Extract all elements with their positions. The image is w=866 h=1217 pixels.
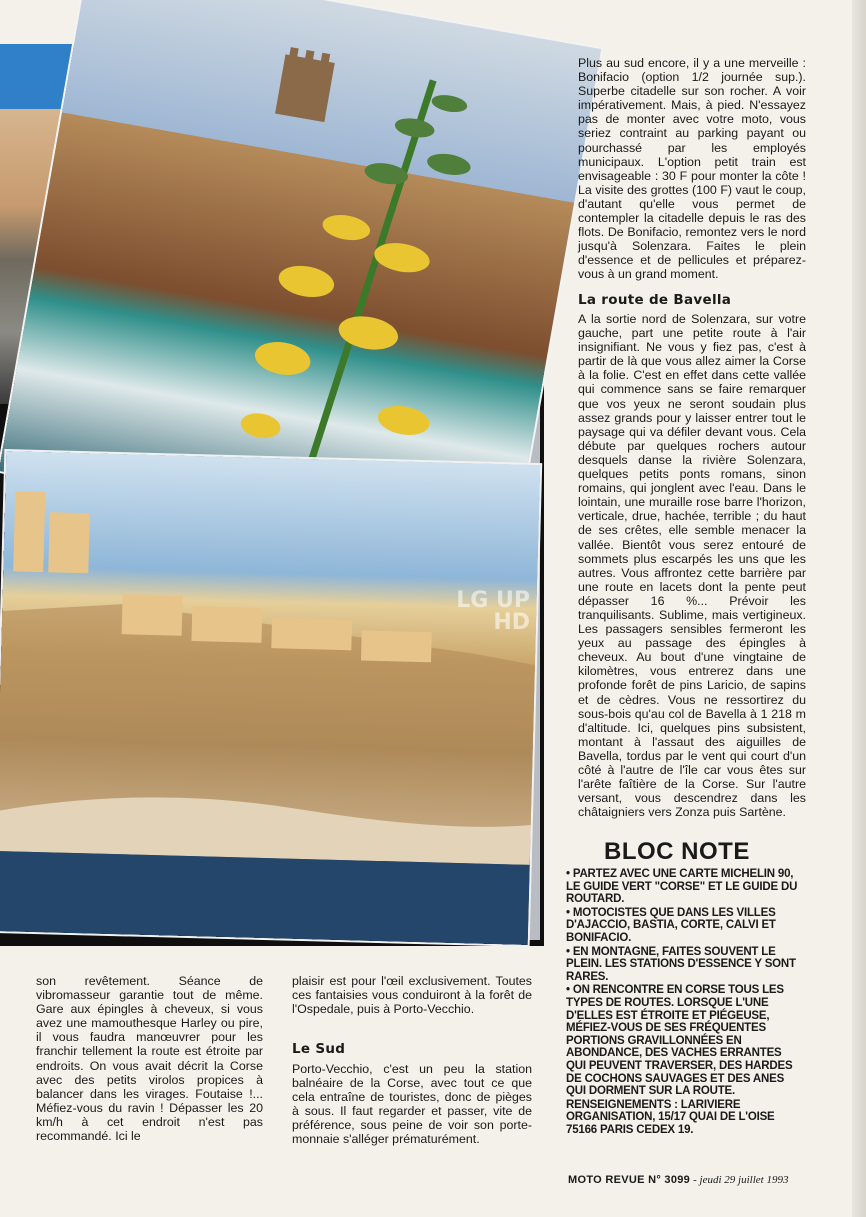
footer-brand: MOTO REVUE N° 3099 [568,1174,691,1186]
bloc-note-item: RENSEIGNEMENTS : LARIVIERE ORGANISATION, 15/17 QUAI DE L'OISE 75166 PARIS CEDEX 19. [566,1098,775,1136]
bloc-note-item: • ON RENCONTRE EN CORSE TOUS LES TYPES DE ROUTES. LORSQUE L'UNE D'ELLES EST ÉTROITE ET PIÉGEUSE, MÉFIEZ-VOUS DE SES FRÉQUENTES PORTIONS GRAVILLONNÉES EN ABONDANCE, DES VACHES ERRANTES QUI PEUVENT TRAVERSER, DES HARDES DE COCHONS SAUVAGES ET DES ANES QUI DORMENT SUR LA ROUTE. [566,984,793,1098]
col-mid-sud [292,1062,532,1147]
bloc-note-item: • PARTEZ AVEC UNE CARTE MICHELIN 90, LE GUIDE VERT "CORSE" ET LE GUIDE DU ROUTARD. [566,868,798,906]
paragraph-ospedale: plaisir est pour l'œil exclusivement. Toutes ces fantaisies vous conduiront à la forêt de l'Ospedale, puis à Porto-Vecchio. [292,974,532,1017]
col-mid-top [292,974,532,1016]
paragraph-bonifacio: Plus au sud encore, il y a une merveille : Bonifacio (option 1/2 journée sup.). Superbe citadelle sur son rocher. A voir impérativement. Mais, à pied. N'essayez pas de monter avec votre moto, vous seriez contraint au parking payant ou pourchassé par les employés municipaux. L'option petit train est envisageable : 30 F pour monter la côte ! La visite des grottes (100 F) vaut le coup, d'autant qu'elle vous permet de contempler la citadelle depuis le ras des flots. De Bonifacio, remontez vers le nord jusqu'à Solenzara. Faites le plein d'essence et de pellicules et préparez-vous à un grand moment. [578,56,806,282]
photo-bonifacio-cliff [0,451,540,945]
page-edge [852,0,866,1217]
col-right-top [578,56,806,282]
bloc-note-item: • MOTOCISTES QUE DANS LES VILLES D'AJACCIO, BASTIA, CORTE, CALVI ET BONIFACIO. [566,906,776,944]
heading-bavella: La route de Bavella [578,292,732,308]
col-left-bottom [36,974,263,1143]
paragraph-revetement: son revêtement. Séance de vibromasseur garantie tout de même. Gare aux épingles à cheveux, si vous avez une mamouthesque Harley ou pire, il vous faudra manœuvrer pour les franchir tellement la route est étroite par endroits. On vous avait décrit la Corse avec des petits virolos propices à balancer dans les virages. Foutaise !... Méfiez-vous du ravin ! Dépasser les 20 km/h à cet endroit n'est pas recommandé. Ici le [36,974,263,1144]
bloc-note-title: BLOC NOTE [604,838,750,865]
bloc-note-list [566,868,802,1137]
footer [568,1174,788,1186]
footer-date: - jeudi 29 juillet 1993 [693,1174,789,1186]
col-right-bavella [578,312,806,819]
heading-sud: Le Sud [292,1041,346,1057]
paragraph-bavella: A la sortie nord de Solenzara, sur votre gauche, part une petite route à l'air insignifiant. Ne vous y fiez pas, c'est à partir de là que vous allez aimer la Corse à la folie. C'est en effet dans cette vallée qui commence sans se faire remarquer que vos yeux ne seront soudain plus assez grands pour y laisser entrer tout le paysage qui va défiler devant vous. Cela débute par quelques rochers autour desquels danse la rivière Solenzara, quelques petits ponts romans, sinon romains, qui jonglent avec l'eau. Dans le lointain, une muraille rose barre l'horizon, verticale, drue, hachée, terrible ; du haut de ses crêtes, elle semble menacer la vallée. Bientôt vous serez entouré de sommets plus escarpés les uns que les autres. Vous affrontez cette barrière par une route en lacets dont la pente peut dépasser 16 %... Prévoir les tranquilisants. Sublime, mais vertigineux. Les passagers sensibles fermeront les yeux au passage des épingles à cheveux. Au bout d'une vingtaine de kilomètres, vous entrerez dans une profonde forêt de pins Laricio, de sapins et de cèdres. Vous ne ressortirez du sous-bois qu'au col de Bavella à 1 218 m d'altitude. Ici, quelques pins subsistent, montant à l'assaut des aiguilles de Bavella, tordus par le vent qui court d'un côté à l'autre de l'île car vous êtes sur l'arête faîtière de la Corse. Sur l'autre versant, vous descendrez dans les châtaigniers vers Zonza puis Sartène. [578,312,806,820]
watermark-logo: LG UP HD [456,590,530,635]
paragraph-sud: Porto-Vecchio, c'est un peu la station balnéaire de la Corse, avec tout ce que cela entraîne de touristes, donc de pièges à sous. Il faut regarder et passer, vite de préférence, sous peine de voir son porte-monnaie s'alléger prématurément. [292,1062,532,1147]
bloc-note-item: • EN MONTAGNE, FAITES SOUVENT LE PLEIN. LES STATIONS D'ESSENCE Y SONT RARES. [566,945,796,983]
